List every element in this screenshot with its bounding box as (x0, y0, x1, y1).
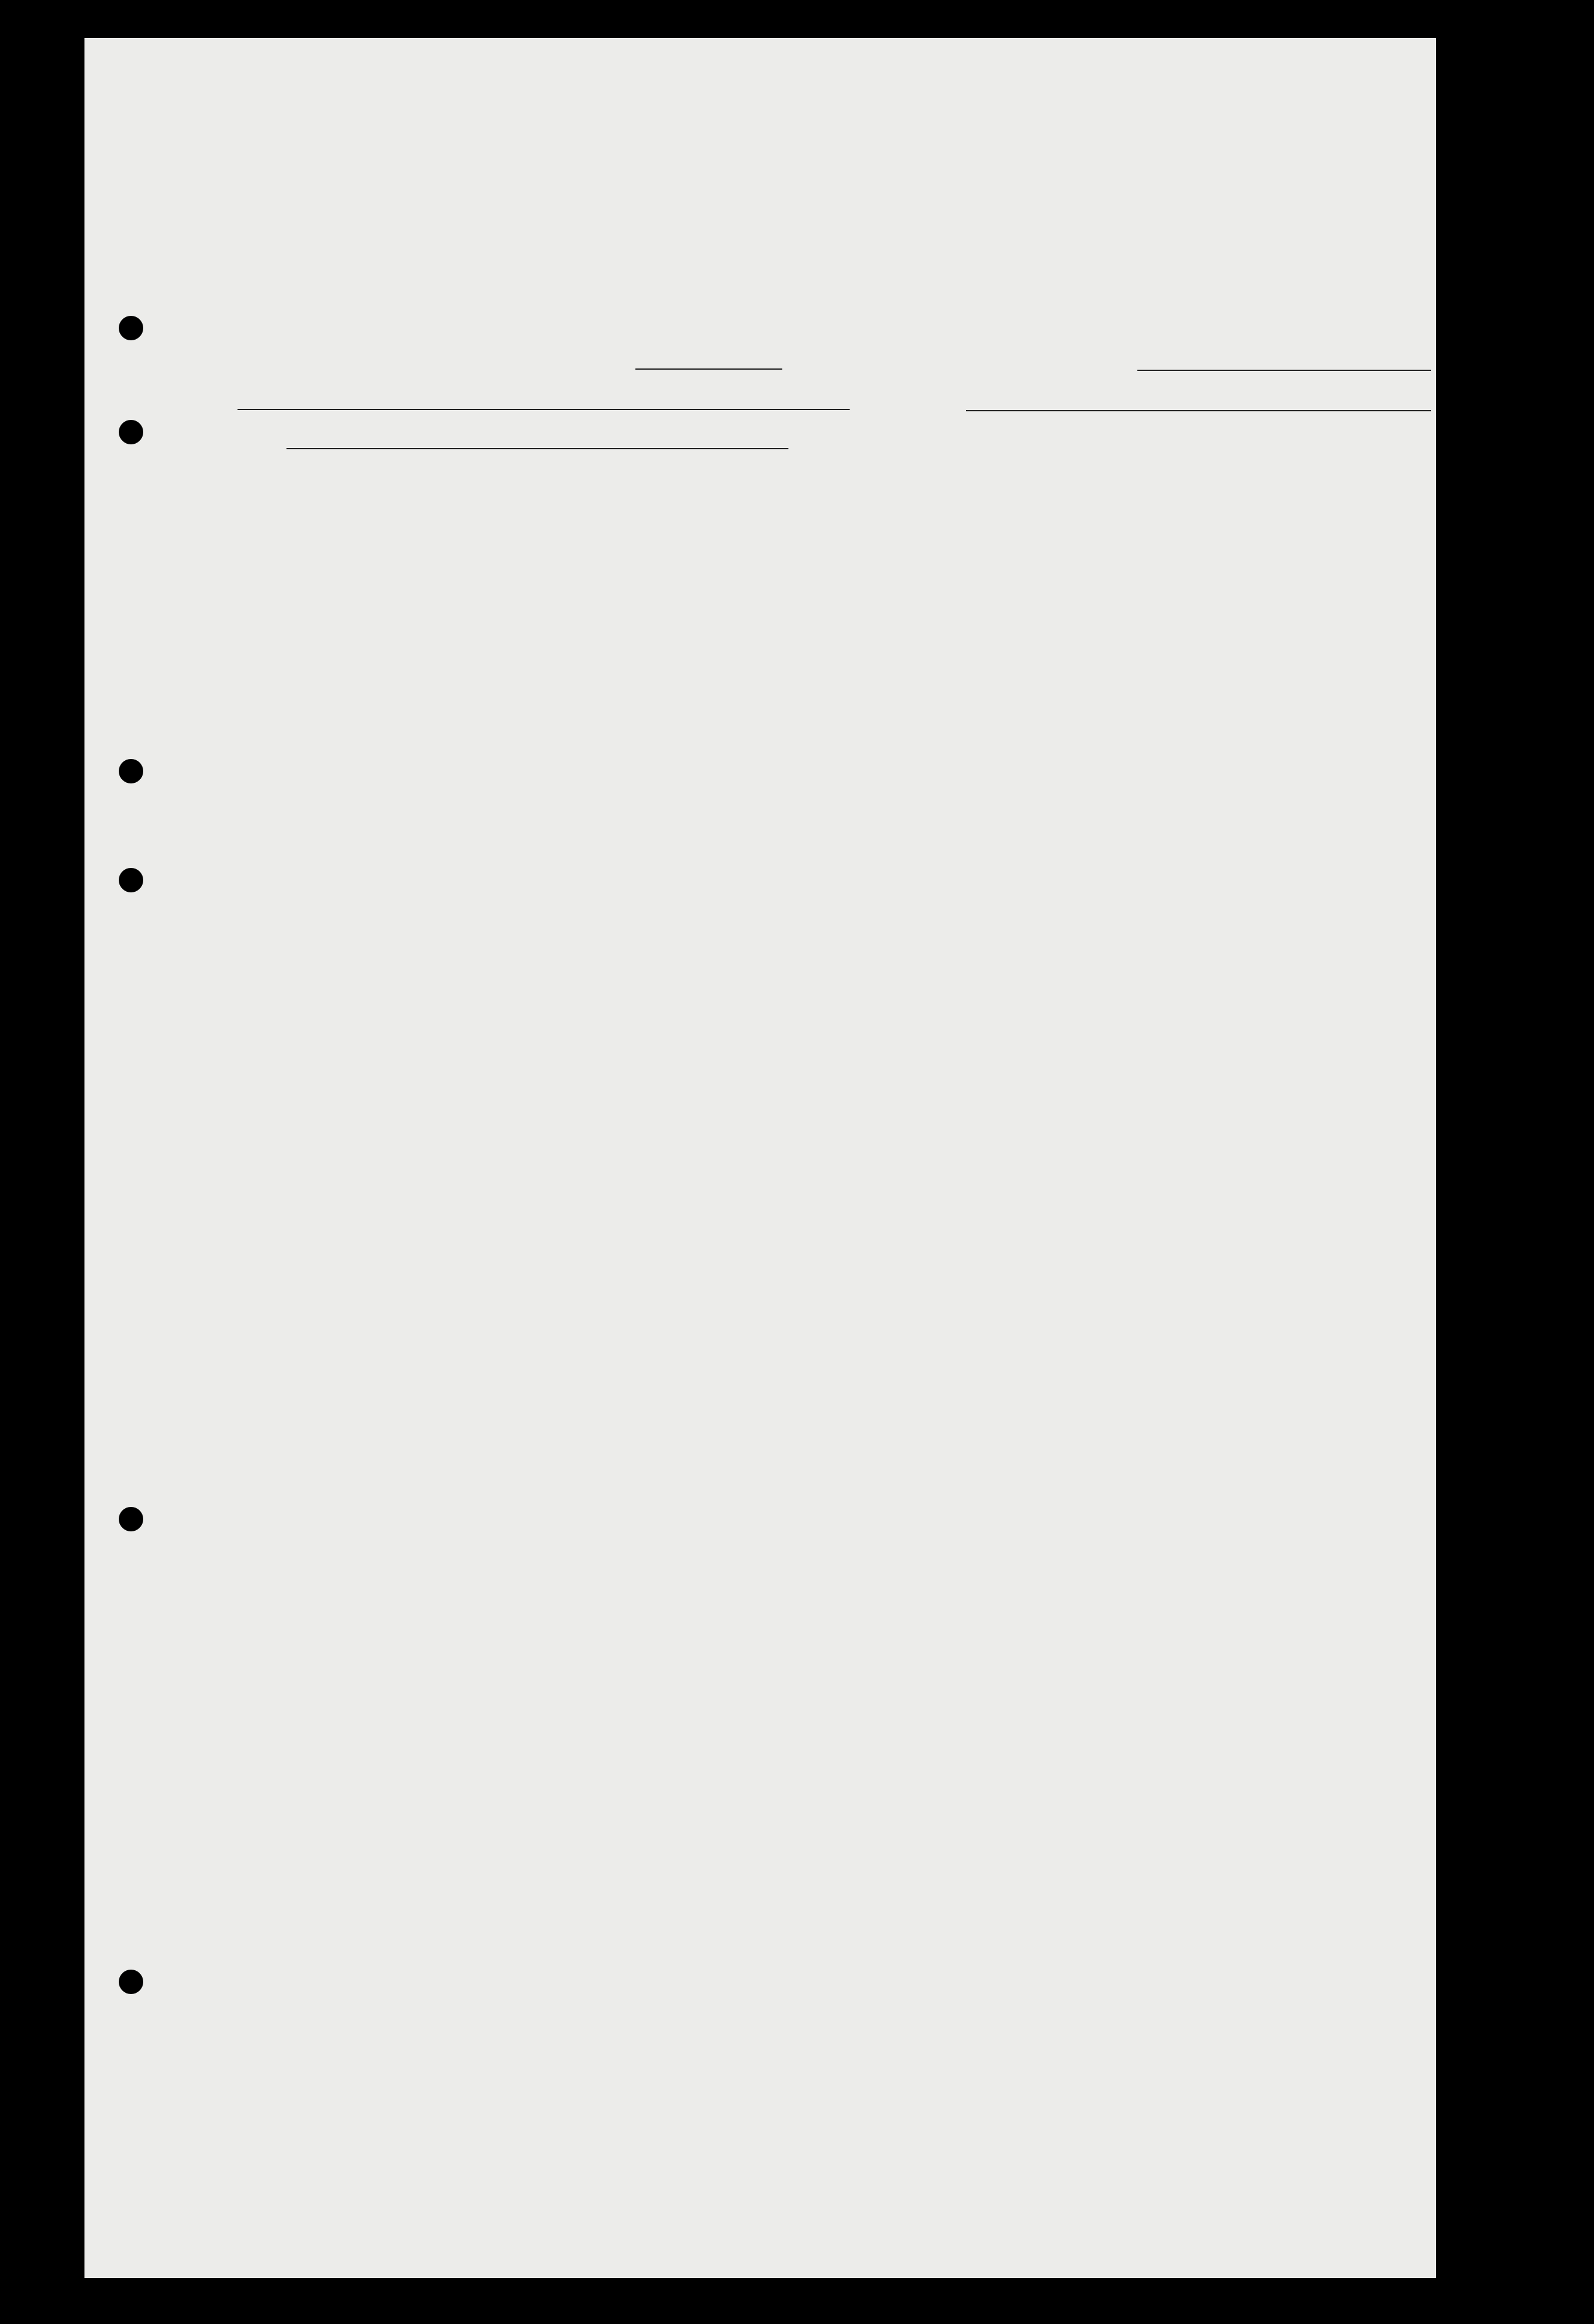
scan-left-border (0, 0, 84, 2324)
crew-table-grid (84, 38, 1436, 2278)
crew-list-document (84, 38, 1436, 2278)
